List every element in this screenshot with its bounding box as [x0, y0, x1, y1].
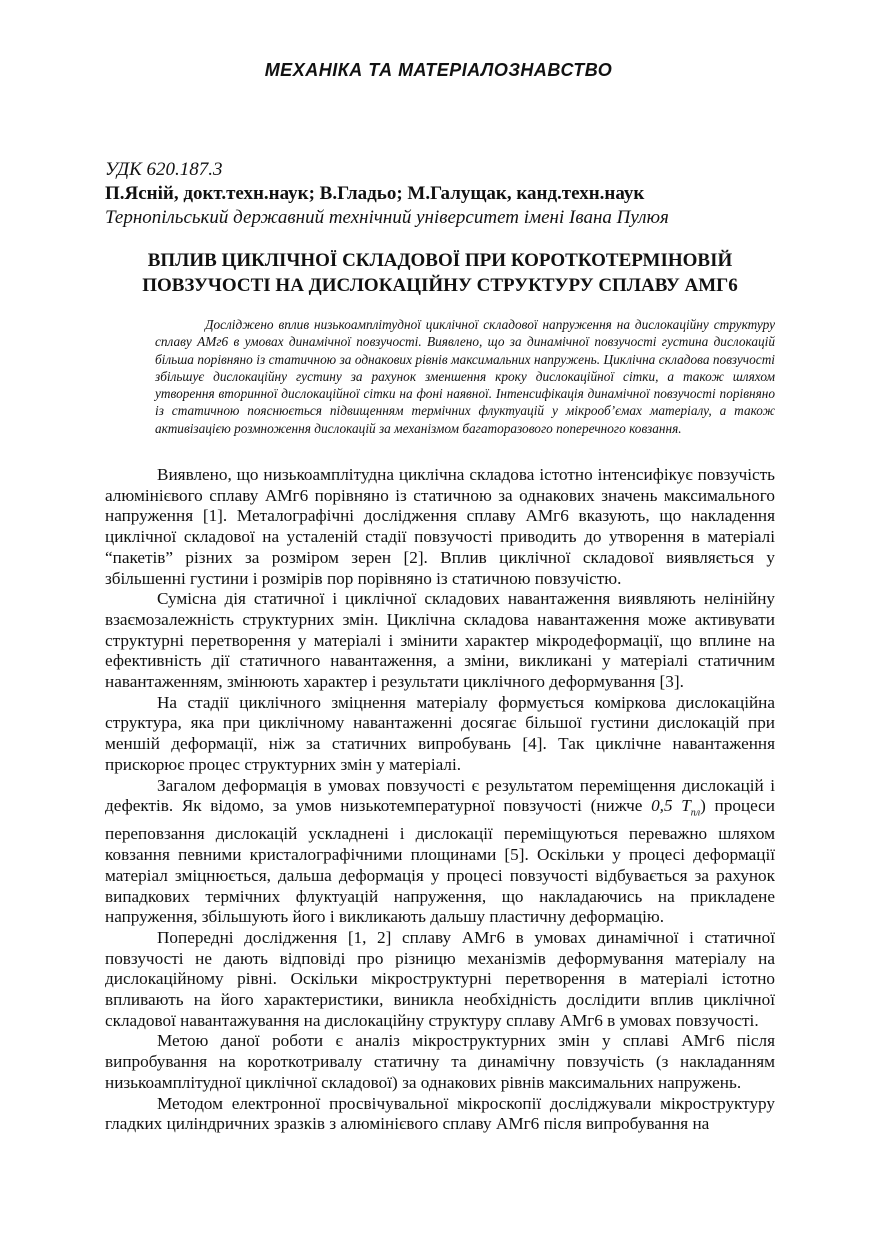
authors: П.Ясній, докт.техн.наук; В.Гладьо; М.Галущак, канд.техн.наук	[105, 183, 645, 204]
affiliation: Тернопільський державний технічний університет імені Івана Пулюя	[105, 207, 669, 228]
paragraph-1: Виявлено, що низькоамплітудна циклічна складова істотно інтенсифікує повзучість алюмінієвого сплаву АМг6 порівняно із статичною за однакових значень максимального напруження [1]. Металографічні дослідження сплаву АМг6 вказують, що накладення циклічної складової на усталеній стадії повзучості приводить до утворення в матеріалі “пакетів” різних за розміром зерен [2]. Вплив циклічної складової виявляється у збільшенні густини і розмірів пор порівняно із статичною повзучістю.	[105, 465, 775, 588]
paragraph-4	[105, 776, 775, 928]
paragraph-2: Сумісна дія статичної і циклічної складових навантаження виявляють нелінійну взаємозалежність структурних змін. Циклічна складова навантаження може активувати структурні перетворення у матеріалі і змінити характер мікродеформації, що вплине на ефективність дії статичного навантаження, а зміни, викликані у матеріалі статичним навантаженням, змінюють характер і результати циклічного деформування [3].	[105, 589, 775, 692]
abstract: Досліджено вплив низькоамплітудної циклічної складової напруження на дислокаційну структуру сплаву АМг6 в умовах динамічної повзучості. Виявлено, що за динамічної повзучості густина дислокацій більша порівняно із статичною за однакових рівнів максимальних напружень. Циклічна складова повзучості збільшує дислокаційну густину за рахунок зменшення кроку дислокаційної сітки, а також шляхом утворення вторинної дислокаційної сітки на фоні наявної. Інтенсифікація динамічної повзучості порівняно із статичною пояснюється підвищенням термічних флуктуацій у мікрооб’ємах матеріалу, а також активізацією розмноження дислокацій за механізмом багаторазового поперечного ковзання.	[155, 317, 775, 436]
section-header: МЕХАНІКА ТА МАТЕРІАЛОЗНАВСТВО	[264, 60, 613, 80]
paragraph-4-part-1: Загалом деформація в умовах повзучості є результатом переміщення дислокацій і дефектів. Як відомо, за умов низькотемпературної повзучості (нижче	[105, 775, 775, 816]
title-line-2: ПОВЗУЧОСТІ НА ДИСЛОКАЦІЙНУ СТРУКТУРУ СПЛАВУ АМГ6	[142, 275, 738, 296]
title-line-1: ВПЛИВ ЦИКЛІЧНОЇ СКЛАДОВОЇ ПРИ КОРОТКОТЕРМІНОВІЙ	[147, 250, 733, 271]
paragraph-6: Метою даної роботи є аналіз мікроструктурних змін у сплаві АМг6 після випробування на короткотривалу статичну та динамічну повзучість (з накладанням низькоамплітудної циклічної складової) за однакових рівнів максимальних напружень.	[105, 1031, 775, 1092]
paragraph-5: Попередні дослідження [1, 2] сплаву АМг6 в умовах динамічної і статичної повзучості не дають відповіді про різницю механізмів деформування матеріалу на дислокаційному рівні. Оскільки мікроструктурні перетворення в матеріалі істотно впливають на його характеристики, виникла необхідність дослідити вплив циклічної складової навантажування на дислокаційну структуру сплаву АМг6 в умовах повзучості.	[105, 927, 775, 1030]
melting-temperature-formula	[651, 796, 701, 819]
udk-code: УДК 620.187.3	[105, 159, 223, 180]
body-text	[105, 465, 775, 1135]
formula-symbol: T	[681, 796, 691, 816]
paragraph-3: На стадії циклічного зміцнення матеріалу формується коміркова дислокаційна структура, яка при циклічному навантаженні досягає більшої густини дислокацій при меншій деформації, ніж за статичних випробувань [4]. Так циклічне навантаження прискорює процес структурних змін у матеріалі.	[105, 692, 775, 774]
paragraph-7: Методом електронної просвічувальної мікроскопії досліджували мікроструктуру гладких циліндричних зразків з алюмінієвого сплаву АМг6 після випробування на	[105, 1093, 775, 1134]
paragraph-4-part-2: ) процеси переповзання дислокацій ускладнені і дислокації переміщуються переважно шляхом ковзання певними кристалографічними площинами [5]. Оскільки у процесі деформації матеріал зміцнюється, дальша деформація у процесі повзучості відбувається за рахунок випадкових термічних флуктуацій напруження, що накладаючись на прикладене напруження, збільшують його і викликають дальшу пластичну деформацію.	[105, 796, 775, 927]
formula-subscript: пл	[690, 807, 701, 819]
formula-coefficient: 0,5	[651, 796, 673, 816]
paper-title	[105, 248, 775, 298]
